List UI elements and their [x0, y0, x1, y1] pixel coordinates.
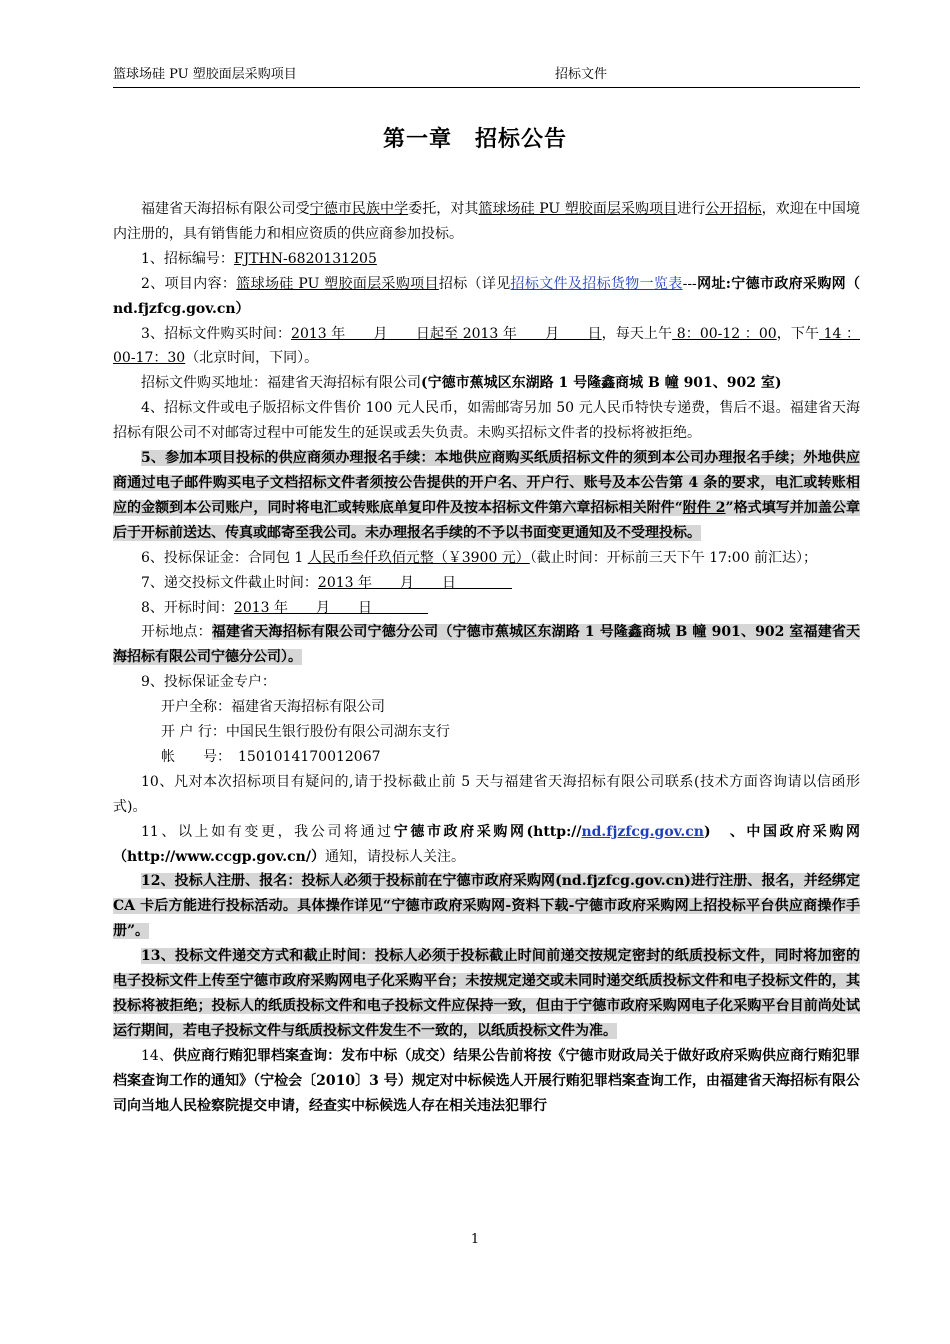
item-5-registration: 5、参加本项目投标的供应商须办理报名手续：本地供应商购买纸质招标文件的须到本公司办理报名手续；外地供应商通过电子邮件购买电子文档招标文件者须按公告提供的开户名、开户行、账号及本公告第 4 条的要求，电汇或转账相应的金额到本公司账户，同时将电汇或转账底单复印件及按本招标文件第六章招标相关附件“附件 2”格式填写并加盖公章后于开标前送达、传真或邮寄至我公司。未办理报名手续的不予以书面变更通知及不受理投标。 [113, 450, 860, 541]
item-4-document-price: 4、招标文件或电子版招标文件售价 100 元人民币，如需邮寄另加 50 元人民币特快专递费，售后不退。福建省天海招标有限公司不对邮寄过程中可能发生的延误或丢失负责。未购买招标文件者的投标将被拒绝。 [113, 400, 860, 442]
item-3-purchase-time: 3、招标文件购买时间：2013 年 月 日起至 2013 年 月 日，每天上午 8：00-12 ：00，下午 14 ：00-17：30（北京时间，下同）。 [113, 325, 861, 367]
bond-amount: 人民币叁仟玖佰元整（￥3900 元） [307, 549, 530, 566]
item-11-changes: 11、以上如有变更，我公司将通过宁德市政府采购网(http://nd.fjzfcg.gov.cn) 、中国政府采购网（http://www.ccgp.gov.cn/）通知，请投标人关注。 [113, 823, 860, 865]
item-10-inquiries: 10、凡对本次招标项目有疑问的,请于投标截止前 5 天与福建省天海招标有限公司联系(技术方面咨询请以信函形式)。 [113, 773, 860, 815]
tender-code: FJTHN-6820131205 [233, 250, 377, 267]
announcement-body [113, 197, 860, 1119]
afternoon-hours: 14 ：00-17：30 [113, 325, 861, 367]
purchase-period: 2013 年 月 日起至 2013 年 月 日 [291, 325, 602, 342]
header-project-title: 篮球场硅 PU 塑胶面层采购项目 [113, 67, 297, 82]
item-13-submission-method: 13、投标文件递交方式和截止时间：投标人必须于投标截止时间前递交按规定密封的纸质投标文件，同时将加密的电子投标文件上传至宁德市政府采购网电子化采购平台；未按规定递交或未同时递交纸质投标文件和电子投标文件的，其投标将被拒绝；投标人的纸质投标文件和电子投标文件应保持一致，但由于宁德市政府采购网电子化采购平台目前尚处试运行期间，若电子投标文件与纸质投标文件发生不一致的，以纸质投标文件为准。 [113, 948, 860, 1039]
ningde-procurement-link[interactable]: nd.fjzfcg.gov.cn [581, 823, 704, 840]
chapter-title: 第一章 招标公告 [382, 126, 567, 152]
item-8-opening-time: 8、开标时间：2013 年 月 日 [141, 599, 429, 616]
header-doc-type: 招标文件 [555, 67, 608, 82]
submission-date: 2013 年 月 日 [317, 574, 513, 591]
item-3-purchase-address: 招标文件购买地址：福建省天海招标有限公司(宁德市蕉城区东湖路 1 号隆鑫商城 B 幢 901、902 室) [141, 375, 782, 392]
company-address: (宁德市蕉城区东湖路 1 号隆鑫商城 B 幢 901、902 室) [421, 375, 782, 392]
item-9-bond-account-title: 9、投标保证金专户： [141, 674, 276, 691]
item-14-bribery-check: 14、供应商行贿犯罪档案查询：发布中标（成交）结果公告前将按《宁德市财政局关于做好政府采购供应商行贿犯罪档案查询工作的通知》（宁检会〔2010〕3 号）规定对中标候选人开展行贿犯罪档案查询工作，由福建省天海招标有限公司向当地人民检察院提交申请，经查实中标候选人存在相关违法犯罪行 [113, 1047, 860, 1114]
item-6-bid-bond: 6、投标保证金：合同包 1 人民币叁仟玖佰元整（￥3900 元）（截止时间：开标前三天下午 17:00 前汇达）； [141, 549, 818, 566]
project-name: 篮球场硅 PU 塑胶面层采购项目 [478, 201, 678, 217]
item-8-opening-place: 开标地点：福建省天海招标有限公司宁德分公司（宁德市蕉城区东湖路 1 号隆鑫商城 B 幢 901、902 室福建省天海招标有限公司宁德分公司）。 [113, 624, 861, 666]
item-1-tender-number: 1、招标编号：FJTHN-6820131205 [141, 250, 377, 267]
website-address: 网址:宁德市政府采购网（ nd.fjzfcg.gov.cn） [113, 275, 861, 317]
item-7-submission-deadline: 7、递交投标文件截止时间：2013 年 月 日 [141, 574, 513, 591]
morning-hours: 8：00-12 ：00 [672, 325, 777, 342]
goods-list-link[interactable]: 招标文件及招标货物一览表 [510, 275, 683, 292]
item-2-project-content: 2、项目内容：篮球场硅 PU 塑胶面层采购项目招标（详见招标文件及招标货物一览表---网址:宁德市政府采购网（ nd.fjzfcg.gov.cn） [113, 275, 861, 317]
opening-address: 福建省天海招标有限公司宁德分公司（宁德市蕉城区东湖路 1 号隆鑫商城 B 幢 901、902 室福建省天海招标有限公司宁德分公司）。 [113, 624, 861, 666]
opening-date: 2013 年 月 日 [233, 599, 429, 616]
account-bank: 开 户 行：中国民生银行股份有限公司湖东支行 [161, 724, 450, 741]
account-holder: 开户全称：福建省天海招标有限公司 [161, 699, 385, 716]
account-number: 帐 号： 1501014170012067 [161, 748, 381, 765]
page-number: 1 [470, 1232, 480, 1247]
intro-paragraph: 福建省天海招标有限公司受宁德市民族中学委托，对其篮球场硅 PU 塑胶面层采购项目进行公开招标，欢迎在中国境内注册的，具有销售能力和相应资质的供应商参加投标。 [113, 201, 860, 242]
page-header [113, 66, 860, 88]
annex-2-reference: 附件 2 [682, 499, 726, 516]
project-name-2: 篮球场硅 PU 塑胶面层采购项目 [236, 275, 439, 292]
item-12-registration-online: 12、投标人注册、报名：投标人必须于投标前在宁德市政府采购网(nd.fjzfcg.gov.cn)进行注册、报名，并经绑定 CA 卡后方能进行投标活动。具体操作详见“宁德市政府采购网-资料下载-宁德市政府采购网上招投标平台供应商操作手册”。 [113, 873, 860, 940]
tender-method: 公开招标 [705, 201, 762, 217]
client-name: 宁德市民族中学 [309, 201, 409, 217]
